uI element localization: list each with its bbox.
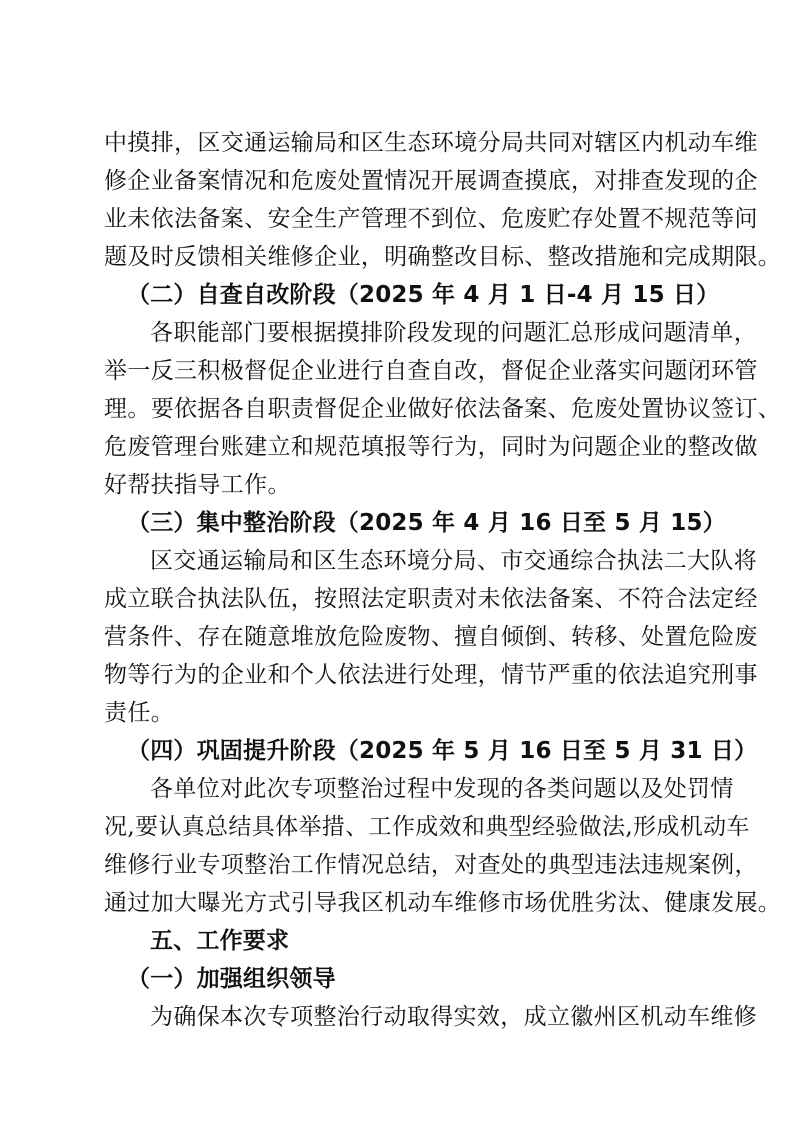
- body-text-line: 各单位对此次专项整治过程中发现的各类问题以及处罚情: [150, 776, 734, 802]
- section-heading-3: （三）集中整治阶段（2025 年 4 月 16 日至 5 月 15）: [127, 510, 726, 536]
- body-text-line: 况,要认真总结具体举措、工作成效和典型经验做法,形成机动车: [104, 814, 750, 840]
- body-text-line: 通过加大曝光方式引导我区机动车维修市场优胜劣汰、健康发展。: [104, 890, 782, 916]
- body-text-line: 区交通运输局和区生态环境分局、市交通综合执法二大队将: [150, 548, 758, 574]
- body-text-line: 维修行业专项整治工作情况总结，对查处的典型违法违规案例，: [104, 852, 758, 878]
- body-text-line: 理。要依据各自职责督促企业做好依法备案、危废处置协议签订、: [104, 396, 782, 422]
- body-text-line: 题及时反馈相关维修企业，明确整改目标、整改措施和完成期限。: [104, 244, 782, 270]
- body-text-line: 营条件、存在随意堆放危险废物、擅自倾倒、转移、处置危险废: [104, 624, 758, 650]
- section-heading-2: （二）自查自改阶段（2025 年 4 月 1 日-4 月 15 日）: [127, 282, 720, 308]
- section-heading-5: 五、工作要求: [150, 928, 290, 954]
- body-text-line: 危废管理台账建立和规范填报等行为，同时为问题企业的整改做: [104, 434, 758, 460]
- body-text-line: 成立联合执法队伍，按照法定职责对未依法备案、不符合法定经: [104, 586, 758, 612]
- body-text-line: 物等行为的企业和个人依法进行处理，情节严重的依法追究刑事: [104, 662, 758, 688]
- body-text-line: 修企业备案情况和危废处置情况开展调查摸底，对排查发现的企: [104, 168, 758, 194]
- body-text-line: 为确保本次专项整治行动取得实效，成立徽州区机动车维修: [150, 1004, 758, 1030]
- body-text-line: 业未依法备案、安全生产管理不到位、危废贮存处置不规范等问: [104, 206, 758, 232]
- body-text-line: 责任。: [104, 700, 175, 726]
- body-text-line: 各职能部门要根据摸排阶段发现的问题汇总形成问题清单，: [150, 320, 758, 346]
- body-text-line: 举一反三积极督促企业进行自查自改，督促企业落实问题闭环管: [104, 358, 758, 384]
- subsection-heading-1: （一）加强组织领导: [127, 966, 336, 992]
- body-text-line: 中摸排，区交通运输局和区生态环境分局共同对辖区内机动车维: [104, 130, 758, 156]
- section-heading-4: （四）巩固提升阶段（2025 年 5 月 16 日至 5 月 31 日）: [127, 738, 758, 764]
- body-text-line: 好帮扶指导工作。: [104, 472, 291, 498]
